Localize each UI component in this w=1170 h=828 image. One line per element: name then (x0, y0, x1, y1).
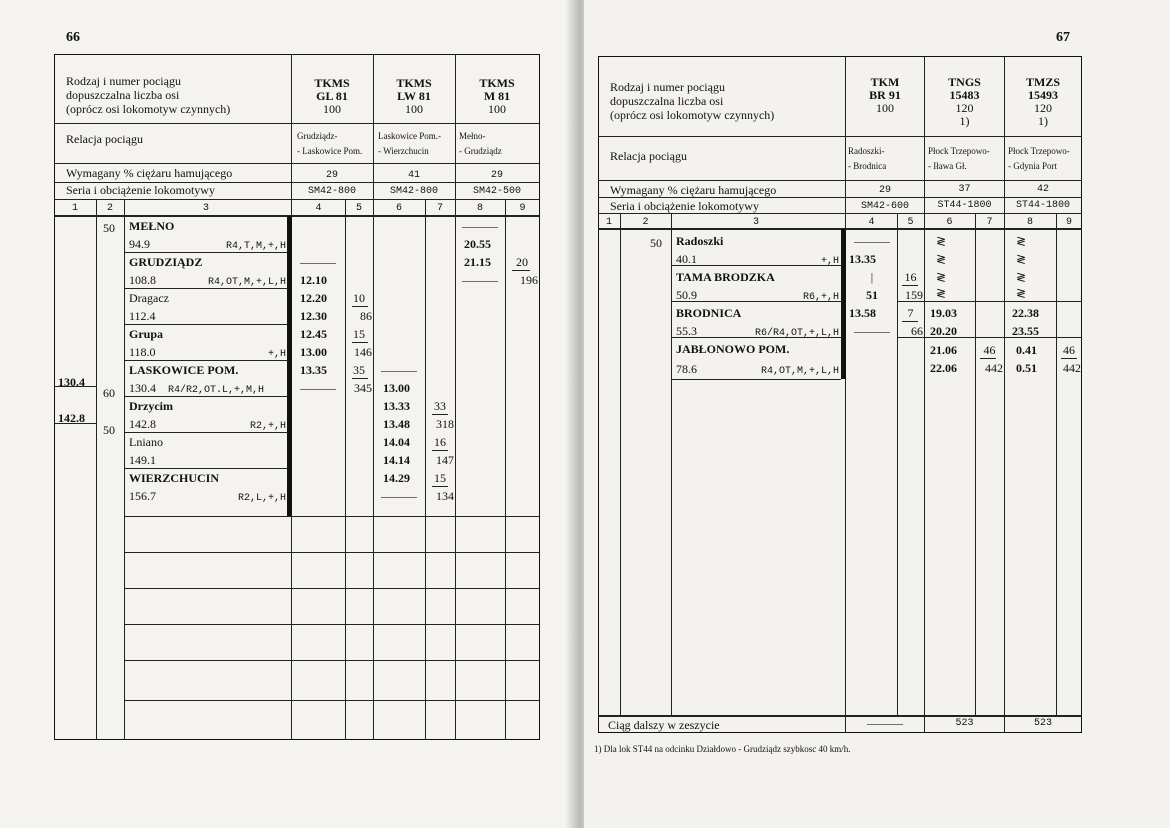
train-count: 10 (353, 291, 365, 305)
pass-mark-icon: ≷ (1016, 252, 1027, 266)
train-time: 20.55 (464, 237, 491, 251)
train-brake: 41 (407, 170, 420, 181)
train-brake: 29 (490, 170, 503, 181)
train-note: 1) (1038, 114, 1048, 128)
pass-mark-icon: ≷ (1016, 234, 1027, 248)
col-number: 7 (436, 203, 443, 214)
pass-mark-icon: ≷ (1016, 286, 1027, 300)
col-number: 8 (1026, 217, 1033, 228)
station-km: 130.4 (129, 381, 156, 395)
train-series: SM42-600 (860, 201, 909, 212)
brake-label: Wymagany % ciężaru hamującego (610, 183, 777, 197)
continued-value: ——— (867, 716, 903, 730)
col-number: 3 (202, 203, 209, 214)
train-count: 7 (907, 306, 914, 320)
km-mark: 130.4 (58, 375, 85, 389)
train-relation: Płock Trzepowo- (1008, 146, 1070, 156)
train-time: 13.33 (383, 399, 410, 413)
train-number: 15493 (1028, 88, 1058, 102)
train-count: 46 (1063, 343, 1075, 357)
train-count: 146 (354, 345, 372, 359)
train-time: 23.55 (1012, 324, 1039, 338)
station-name: GRUDZIĄDZ (129, 255, 203, 269)
continued-label: Ciąg dalszy w zeszycie (608, 718, 720, 732)
station-codes: R6,+,H (802, 292, 839, 303)
train-type: TNGS (948, 75, 981, 89)
train-time: ——— (381, 363, 417, 377)
continued-value: 523 (955, 718, 974, 729)
train-time: | (870, 270, 874, 284)
train-relation: Płock Trzepowo- (928, 146, 990, 156)
train-type: TKM (870, 75, 900, 89)
col-number: 2 (106, 203, 113, 214)
train-count: 134 (436, 489, 454, 503)
train-time: ——— (300, 381, 336, 395)
station-name: Radoszki (676, 234, 724, 248)
train-time: 0.51 (1016, 361, 1037, 375)
train-series: SM42-500 (472, 186, 521, 197)
station-name: WIERZCHUCIN (129, 471, 220, 485)
station-km: 156.7 (129, 489, 156, 503)
train-type: TMZS (1025, 75, 1060, 89)
station-km: 40.1 (676, 252, 697, 266)
station-name: Grupa (129, 327, 164, 341)
station-codes: R4,OT,M,+,L,H (760, 366, 839, 377)
station-km: 118.0 (129, 345, 156, 359)
train-time: 13.35 (849, 252, 876, 266)
train-time: 51 (866, 288, 878, 302)
train-count: 66 (911, 324, 923, 338)
train-count: 15 (353, 327, 365, 341)
train-series: SM42-800 (389, 186, 438, 197)
train-time: 14.29 (383, 471, 410, 485)
station-km: 149.1 (129, 453, 156, 467)
page-number: 67 (1056, 30, 1070, 45)
train-relation: Grudziądz- (297, 131, 338, 141)
train-relation: - Gdynia Port (1008, 161, 1057, 171)
train-time: 14.14 (383, 453, 410, 467)
train-count: 16 (434, 435, 446, 449)
left-page (0, 0, 580, 828)
train-time: ——— (462, 219, 498, 233)
train-time: 13.35 (300, 363, 327, 377)
train-axles: 100 (405, 102, 423, 116)
brake-label: Wymagany % ciężaru hamującego (66, 166, 233, 180)
train-count: 442 (1063, 361, 1081, 375)
station-km: 142.8 (129, 417, 156, 431)
header-label-line: dopuszczalna liczba osi (610, 94, 724, 108)
station-name: TAMA BRODZKA (676, 270, 775, 284)
train-number: GL 81 (316, 89, 348, 103)
station-codes: R2,L,+,H (237, 493, 286, 504)
station-codes: R4,T,M,+,H (225, 241, 286, 252)
train-time: 13.00 (383, 381, 410, 395)
train-type: TKMS (479, 76, 515, 90)
col-number: 5 (907, 217, 914, 228)
col-number: 8 (476, 203, 483, 214)
train-series: SM42-800 (307, 186, 356, 197)
train-count: 159 (905, 288, 923, 302)
train-count: 46 (983, 343, 996, 357)
timetable-frame (54, 54, 540, 740)
station-codes: +,H (267, 349, 286, 360)
train-brake: 42 (1036, 184, 1049, 195)
station-km: 112.4 (129, 309, 156, 323)
col-number: 2 (642, 217, 649, 228)
train-type: TKMS (396, 76, 432, 90)
train-time: 12.10 (300, 273, 327, 287)
col-number: 7 (986, 217, 993, 228)
station-name: MEŁNO (129, 219, 175, 233)
station-codes: R6/R4,OT,+,L,H (754, 328, 839, 339)
col-number: 6 (946, 217, 953, 228)
train-brake: 29 (325, 170, 338, 181)
train-count: 442 (985, 361, 1003, 375)
col-number: 9 (1065, 217, 1072, 228)
train-relation: - Wierzchucin (378, 146, 429, 156)
train-time: 12.45 (300, 327, 327, 341)
train-relation: Laskowice Pom.- (378, 131, 441, 141)
speed: 50 (650, 236, 662, 250)
train-time: ——— (854, 234, 890, 248)
pass-mark-icon: ≷ (936, 286, 947, 300)
train-count: 33 (434, 399, 446, 413)
header-label-line: Rodzaj i numer pociągu (66, 74, 181, 88)
station-name: LASKOWICE POM. (129, 363, 239, 377)
train-number: BR 91 (869, 88, 901, 102)
train-axles: 100 (876, 101, 894, 115)
train-relation: - Laskowice Pom. (297, 146, 363, 156)
train-brake: 37 (958, 184, 971, 195)
series-label: Seria i obciążenie lokomotywy (610, 199, 759, 213)
header-label-line: (oprócz osi lokomotyw czynnych) (66, 102, 231, 116)
col-number: 1 (71, 203, 78, 214)
col-number: 1 (605, 217, 612, 228)
train-axles: 120 (955, 101, 974, 115)
train-type: TKMS (314, 76, 350, 90)
train-number: LW 81 (397, 89, 431, 103)
relation-label: Relacja pociągu (66, 132, 143, 146)
train-relation: - Iława Gł. (928, 161, 967, 171)
station-codes: +,H (820, 256, 839, 267)
station-km: 55.3 (676, 324, 697, 338)
col-number: 4 (315, 203, 322, 214)
train-time: 13.48 (383, 417, 410, 431)
station-km: 108.8 (129, 273, 156, 287)
station-name: JABŁONOWO POM. (676, 342, 790, 356)
station-name: Drzycim (129, 399, 173, 413)
pass-mark-icon: ≷ (936, 270, 947, 284)
station-codes: R4/R2,OT.L,+,M,H (168, 385, 265, 396)
train-count: 86 (360, 309, 372, 323)
footnote: 1) Dla lok ST44 na odcinku Działdowo - Grudziądz szybkosc 40 km/h. (594, 744, 851, 754)
col-number: 6 (395, 203, 402, 214)
col-number: 4 (868, 217, 875, 228)
train-relation: - Grudziądz (459, 146, 502, 156)
train-note: 1) (959, 114, 970, 128)
train-brake: 29 (878, 185, 891, 196)
train-time: 22.06 (930, 361, 957, 375)
km-mark: 142.8 (58, 411, 85, 425)
speed: 60 (103, 386, 115, 400)
train-relation: Radoszki- (848, 146, 885, 156)
train-time: ——— (300, 255, 336, 269)
train-count: 35 (353, 363, 365, 377)
page-number: 66 (66, 30, 80, 45)
train-count: 147 (436, 453, 454, 467)
train-count: 20 (516, 255, 528, 269)
pass-mark-icon: ≷ (936, 252, 947, 266)
train-count: 196 (520, 273, 538, 287)
train-time: ——— (381, 489, 417, 503)
train-time: 21.15 (464, 255, 491, 269)
col-number: 9 (519, 203, 526, 214)
series-label: Seria i obciążenie lokomotywy (66, 183, 215, 197)
train-number: 15483 (949, 88, 980, 102)
train-series: ST44-1800 (937, 200, 992, 211)
station-codes: R4,OT,M,+,L,H (207, 277, 286, 288)
station-name: Lniano (129, 435, 163, 449)
train-time: 19.03 (930, 306, 957, 320)
station-km: 50.9 (676, 288, 697, 302)
train-count: 15 (434, 471, 446, 485)
train-series: ST44-1800 (1015, 200, 1070, 211)
train-time: 22.38 (1012, 306, 1039, 320)
col-number: 5 (355, 203, 362, 214)
station-codes: R2,+,H (249, 421, 286, 432)
relation-label: Relacja pociągu (610, 149, 687, 163)
train-axles: 100 (488, 102, 506, 116)
train-time: 12.20 (300, 291, 327, 305)
train-time: 13.00 (300, 345, 327, 359)
pass-mark-icon: ≷ (1016, 270, 1027, 284)
pass-mark-icon: ≷ (936, 234, 947, 248)
right-page (584, 0, 1170, 828)
col-number: 3 (752, 217, 759, 228)
station-name: Dragacz (129, 291, 169, 305)
train-count: 318 (436, 417, 454, 431)
station-km: 94.9 (129, 237, 150, 251)
train-time: 14.04 (383, 435, 410, 449)
train-time: 20.20 (930, 324, 957, 338)
train-time: 21.06 (930, 343, 957, 357)
speed: 50 (103, 423, 115, 437)
train-time: 0.41 (1016, 343, 1037, 357)
train-count: 345 (354, 381, 372, 395)
station-name: BRODNICA (676, 306, 742, 320)
train-count: 16 (904, 270, 917, 284)
train-relation: - Brodnica (848, 161, 887, 171)
continued-value: 523 (1033, 718, 1052, 729)
train-axles: 100 (323, 102, 341, 116)
station-km: 78.6 (676, 362, 697, 376)
train-number: M 81 (483, 89, 511, 103)
train-relation: Mełno- (459, 131, 486, 141)
speed: 50 (103, 221, 115, 235)
train-time: ——— (462, 273, 498, 287)
header-label-line: Rodzaj i numer pociągu (610, 80, 725, 94)
train-time: 12.30 (300, 309, 327, 323)
train-time: 13.58 (849, 306, 876, 320)
header-label-line: dopuszczalna liczba osi (66, 88, 180, 102)
train-axles: 120 (1034, 101, 1052, 115)
header-label-line: (oprócz osi lokomotyw czynnych) (610, 108, 775, 122)
train-time: ——— (854, 324, 890, 338)
